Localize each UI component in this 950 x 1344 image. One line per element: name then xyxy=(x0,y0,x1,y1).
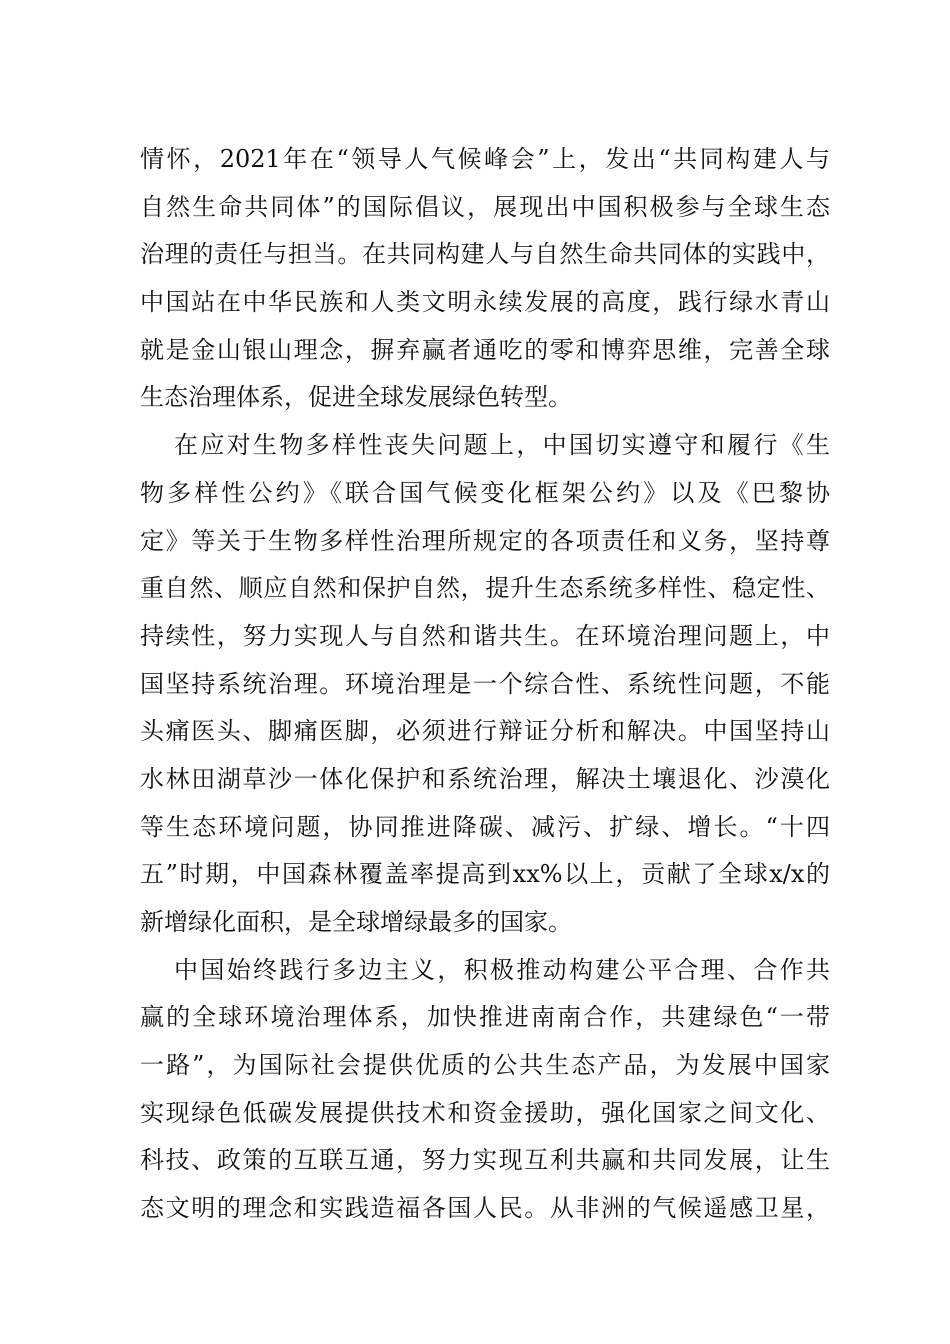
document-body xyxy=(140,136,830,1233)
paragraph-3-line-5: 科技、政策的互联互通，努力实现互利共赢和共同发展，让生 xyxy=(140,1146,830,1175)
paragraph-3-line-1: 中国始终践行多边主义，积极推动构建公平合理、合作共 xyxy=(174,955,830,984)
paragraph-2-line-3: 定》等关于生物多样性治理所规定的各项责任和义务，坚持尊 xyxy=(140,526,830,555)
paragraph-2-line-4: 重自然、顺应自然和保护自然，提升生态系统多样性、稳定性、 xyxy=(140,574,830,603)
paragraph-1-line-1: 情怀，2021年在“领导人气候峰会”上，发出“共同构建人与 xyxy=(140,145,830,173)
paragraph-2-line-5: 持续性，努力实现人与自然和谐共生。在环境治理问题上，中 xyxy=(140,621,830,650)
paragraph-1-line-2: 自然生命共同体”的国际倡议，展现出中国积极参与全球生态 xyxy=(140,192,830,221)
paragraph-3-line-4: 实现绿色低碳发展提供技术和资金援助，强化国家之间文化、 xyxy=(140,1098,830,1127)
paragraph-2-line-11: 新增绿化面积，是全球增绿最多的国家。 xyxy=(140,908,572,936)
paragraph-2-line-6: 国坚持系统治理。环境治理是一个综合性、系统性问题，不能 xyxy=(140,669,830,698)
paragraph-2-line-1: 在应对生物多样性丧失问题上，中国切实遵守和履行《生 xyxy=(174,431,830,460)
paragraph-3-line-6: 态文明的理念和实践造福各国人民。从非洲的气候遥感卫星， xyxy=(140,1194,830,1223)
paragraph-2-line-9: 等生态环境问题，协同推进降碳、减污、扩绿、增长。“十四 xyxy=(140,812,830,841)
paragraph-3-line-3: 一路”，为国际社会提供优质的公共生态产品，为发展中国家 xyxy=(140,1051,830,1080)
paragraph-1-line-3: 治理的责任与担当。在共同构建人与自然生命共同体的实践中， xyxy=(140,240,830,269)
paragraph-3-line-2: 赢的全球环境治理体系，加快推进南南合作，共建绿色“一带 xyxy=(140,1003,830,1032)
paragraph-1-line-5: 就是金山银山理念，摒弃赢者通吃的零和博弈思维，完善全球 xyxy=(140,335,830,364)
paragraph-2-line-2: 物多样性公约》《联合国气候变化框架公约》以及《巴黎协 xyxy=(140,478,830,507)
paragraph-2-line-8: 水林田湖草沙一体化保护和系统治理，解决土壤退化、沙漠化 xyxy=(140,764,830,793)
paragraph-2-line-7: 头痛医头、脚痛医脚，必须进行辩证分析和解决。中国坚持山 xyxy=(140,717,830,746)
paragraph-1-line-4: 中国站在中华民族和人类文明永续发展的高度，践行绿水青山 xyxy=(140,288,830,317)
paragraph-2-line-10: 五”时期，中国森林覆盖率提高到xx%以上，贡献了全球x/x的 xyxy=(140,860,830,889)
paragraph-1-line-6: 生态治理体系，促进全球发展绿色转型。 xyxy=(140,383,572,412)
